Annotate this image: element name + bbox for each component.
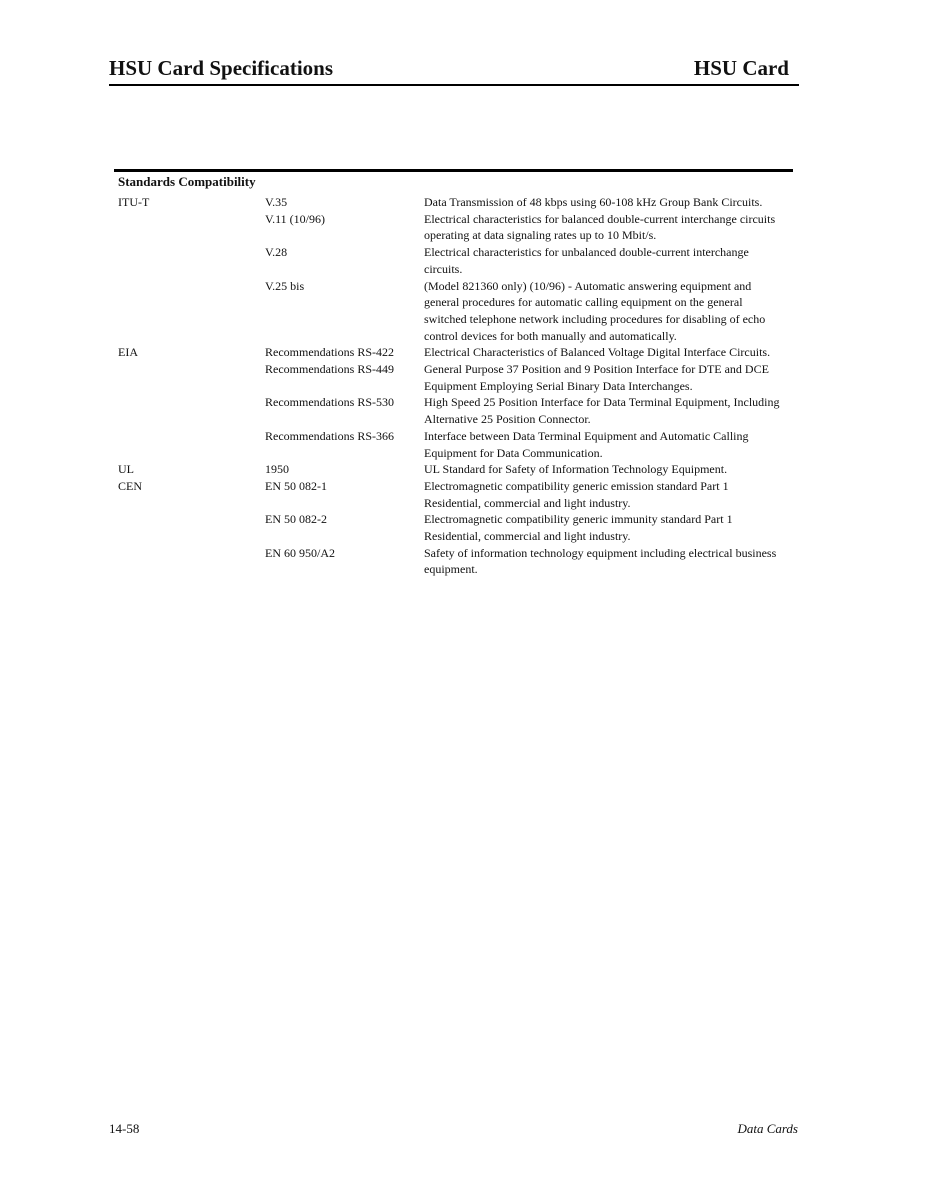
org-cell — [118, 278, 265, 345]
standard-cell: Recommendations RS-530 — [265, 395, 394, 410]
standard-cell: V.28 — [265, 245, 288, 260]
standard-cell: V.25 bis — [265, 278, 305, 293]
org-cell: UL — [118, 462, 134, 477]
table-row — [118, 478, 788, 511]
description-cell: Electrical characteristics for unbalanced double-current interchange circuits. — [424, 245, 749, 276]
table-row — [118, 361, 788, 394]
table-row — [118, 244, 788, 277]
table-row — [118, 344, 788, 361]
table-title: Standards Compatibility — [118, 174, 256, 189]
standards-table — [118, 194, 788, 578]
org-cell — [118, 511, 265, 544]
table-row — [118, 428, 788, 461]
table-row — [118, 545, 788, 578]
description-cell: (Model 821360 only) (10/96) - Automatic answering equipment and general procedures for automatic calling equipment on the general switched telephone network including procedures for disabling of echo control devices for both manually and automatically. — [424, 278, 766, 343]
footer-section: Data Cards — [737, 1121, 798, 1136]
table-row — [118, 461, 788, 478]
table-row — [118, 211, 788, 244]
standard-cell: V.11 (10/96) — [265, 211, 325, 226]
org-cell — [118, 394, 265, 427]
standard-cell: EN 50 082-2 — [265, 512, 327, 527]
standard-cell: EN 50 082-1 — [265, 478, 327, 493]
org-cell — [118, 361, 265, 394]
description-cell: Electrical characteristics for balanced double-current interchange circuits operating at data signaling rates up to 10 Mbit/s. — [424, 211, 776, 243]
description-cell: UL Standard for Safety of Information Technology Equipment. — [424, 462, 728, 477]
description-cell: Safety of information technology equipment including electrical business equipment. — [424, 545, 777, 577]
header-title: HSU Card Specifications — [109, 56, 334, 80]
description-cell: Electrical Characteristics of Balanced Voltage Digital Interface Circuits. — [424, 345, 771, 360]
description-cell: Electromagnetic compatibility generic immunity standard Part 1 Residential, commercial and light industry. — [424, 512, 733, 544]
page-header — [109, 56, 799, 86]
org-cell — [118, 545, 265, 578]
header-section-title: HSU Card — [693, 56, 789, 80]
description-cell: General Purpose 37 Position and 9 Position Interface for DTE and DCE Equipment Employing Serial Binary Data Interchanges. — [424, 362, 769, 393]
standard-cell: 1950 — [265, 462, 289, 477]
page-number: 14-58 — [109, 1121, 140, 1136]
description-cell: High Speed 25 Position Interface for Data Terminal Equipment, Including Alternative 25 Position Connector. — [424, 395, 780, 427]
org-cell: ITU-T — [118, 195, 150, 209]
org-cell — [118, 211, 265, 244]
standard-cell: Recommendations RS-449 — [265, 362, 394, 377]
standard-cell: Recommendations RS-422 — [265, 345, 394, 360]
table-top-rule — [114, 169, 793, 172]
org-cell — [118, 428, 265, 461]
standard-cell: EN 60 950/A2 — [265, 545, 335, 560]
org-cell: CEN — [118, 478, 142, 493]
table-row — [118, 511, 788, 544]
description-cell: Interface between Data Terminal Equipment and Automatic Calling Equipment for Data Communication. — [424, 428, 749, 460]
description-cell: Data Transmission of 48 kbps using 60-108 kHz Group Bank Circuits. — [424, 195, 763, 209]
standard-cell: V.35 — [265, 195, 288, 209]
standard-cell: Recommendations RS-366 — [265, 428, 394, 443]
table-row — [118, 278, 788, 345]
table-row — [118, 194, 788, 211]
table-row — [118, 394, 788, 427]
org-cell — [118, 244, 265, 277]
org-cell: EIA — [118, 345, 138, 360]
description-cell: Electromagnetic compatibility generic emission standard Part 1 Residential, commercial and light industry. — [424, 478, 729, 510]
